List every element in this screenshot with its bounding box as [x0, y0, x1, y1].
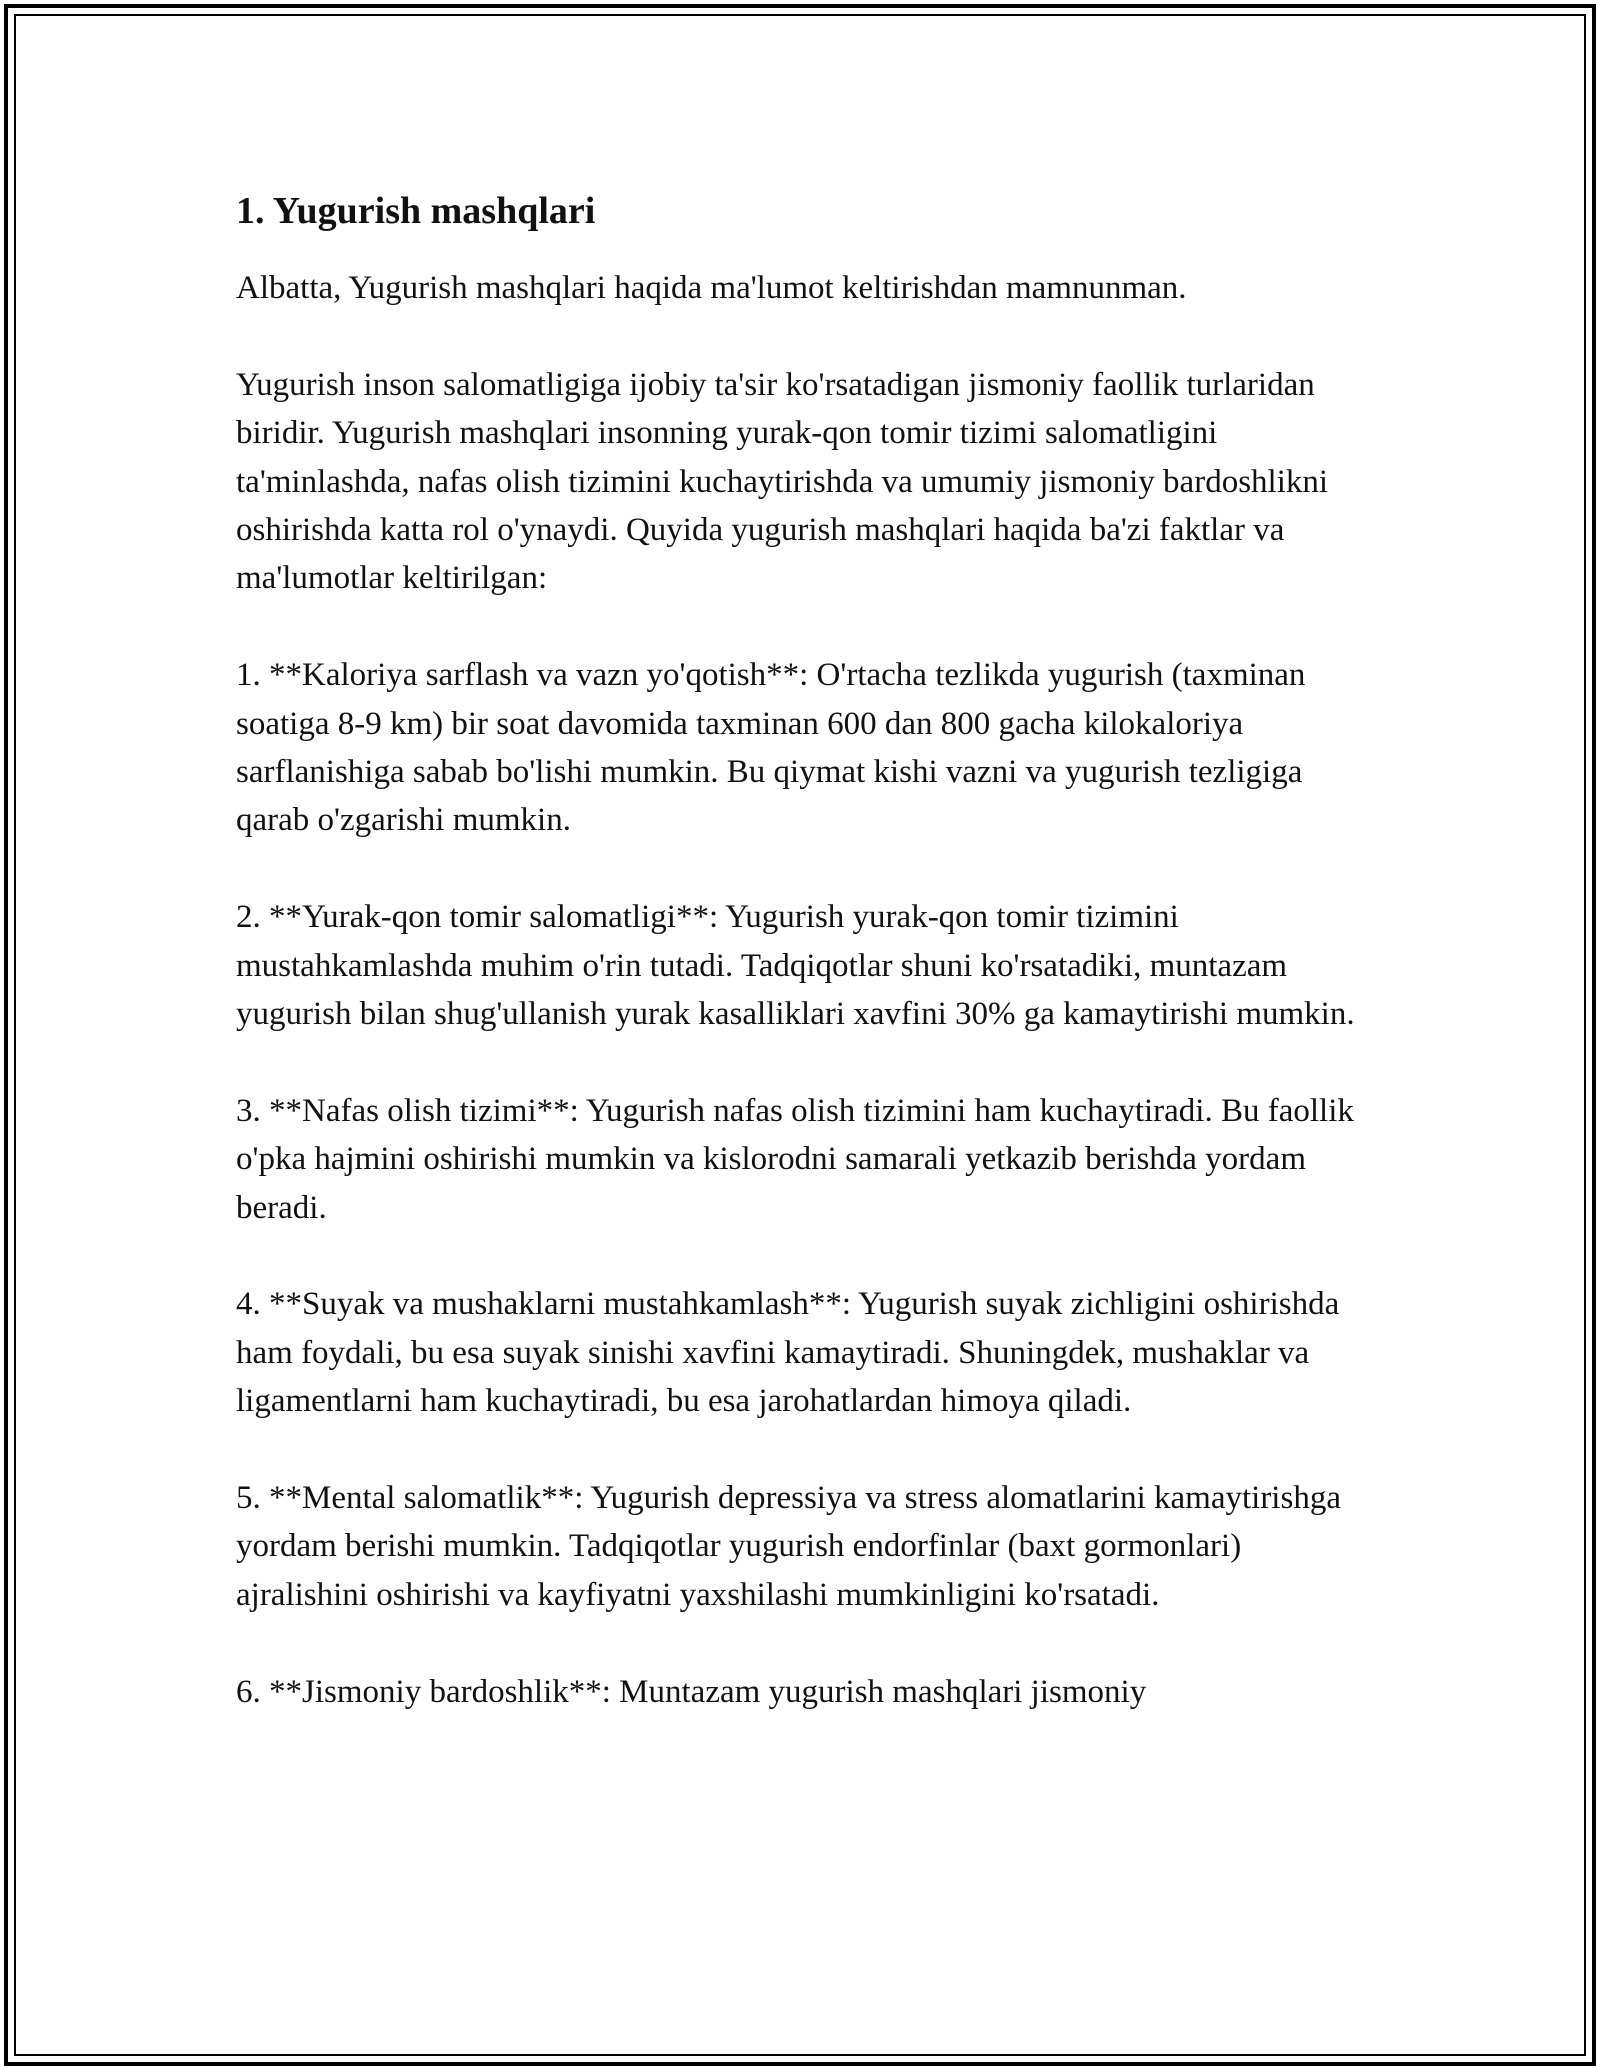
- list-item-calories: 1. **Kaloriya sarflash va vazn yo'qotish**: O'rtacha tezlikda yugurish (taxminan soatiga 8-9 km) bir soat davomida taxminan 600 dan 800 gacha kilokaloriya sarflanishiga sabab bo'lishi mumkin. Bu qiymat kishi vazni va yugurish tezligiga qarab o'zgarishi mumkin.: [236, 657, 1306, 839]
- list-item-respiratory: 3. **Nafas olish tizimi**: Yugurish nafas olish tizimini ham kuchaytiradi. Bu faollik o'pka hajmini oshirishi mumkin va kislorodni samarali yetkazib berishda yordam beradi.: [236, 1092, 1354, 1226]
- intro-paragraph: Albatta, Yugurish mashqlari haqida ma'lumot keltirishdan mamnunman.: [236, 270, 1187, 306]
- list-item-endurance: 6. **Jismoniy bardoshlik**: Muntazam yugurish mashqlari jismoniy: [236, 1673, 1147, 1710]
- overview-paragraph: Yugurish inson salomatligiga ijobiy ta'sir ko'rsatadigan jismoniy faollik turlaridan biridir. Yugurish mashqlari insonning yurak-qon tomir tizimi salomatligini ta'minlashda, nafas olish tizimini kuchaytirishda va umumiy jismoniy bardoshlikni oshirishda katta rol o'ynaydi. Quyida yugurish mashqlari haqida ba'zi faktlar va ma'lumotlar keltirilgan:: [236, 366, 1329, 597]
- list-item-cardio: 2. **Yurak-qon tomir salomatligi**: Yugurish yurak-qon tomir tizimini mustahkamlashda muhim o'rin tutadi. Tadqiqotlar shuni ko'rsatadiki, muntazam yugurish bilan shug'ullanish yurak kasalliklari xavfini 30% ga kamaytirishi mumkin.: [236, 899, 1355, 1033]
- list-item-mental-health: 5. **Mental salomatlik**: Yugurish depressiya va stress alomatlarini kamaytirishga yordam berishi mumkin. Tadqiqotlar yugurish endorfinlar (baxt gormonlari) ajralishini oshirishi va kayfiyatni yaxshilashi mumkinligini ko'rsatadi.: [236, 1480, 1341, 1613]
- list-item-bones-muscles: 4. **Suyak va mushaklarni mustahkamlash**: Yugurish suyak zichligini oshirishda ham foydali, bu esa suyak sinishi xavfini kamaytiradi. Shuningdek, mushaklar va ligamentlarni ham kuchaytiradi, bu esa jarohatlardan himoya qiladi.: [236, 1286, 1340, 1420]
- document-body: [236, 186, 1356, 1716]
- document-title: 1. Yugurish mashqlari: [236, 190, 596, 232]
